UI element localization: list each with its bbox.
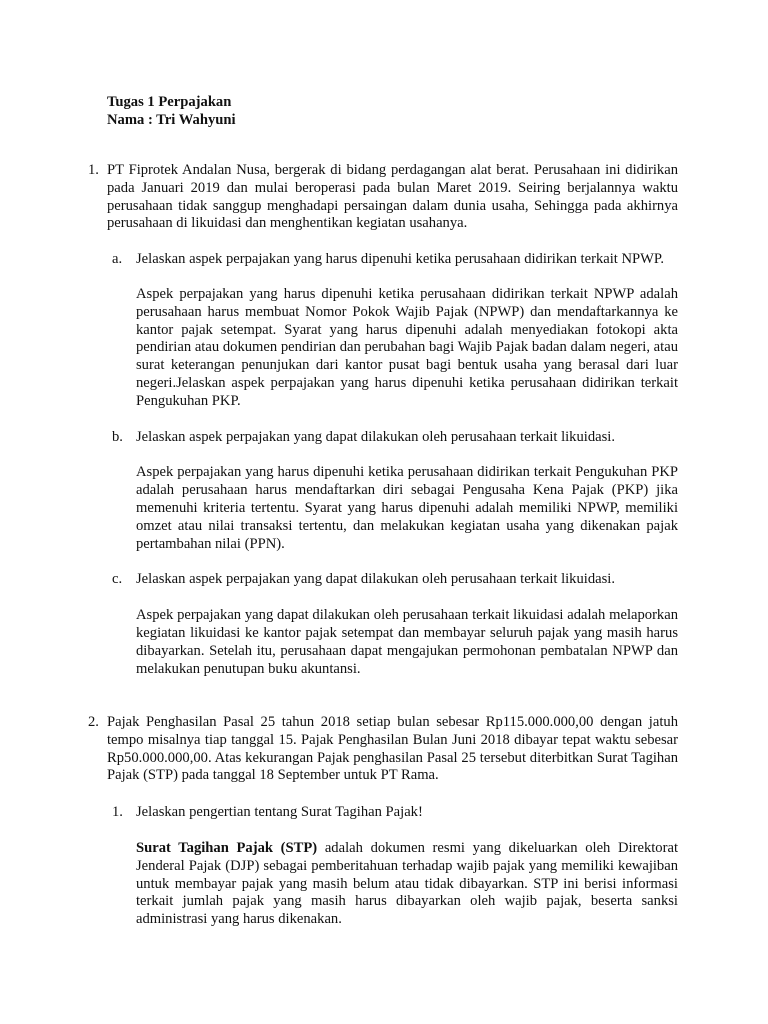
question-1c [0,571,768,589]
question-2-1 [0,804,768,822]
question-1c-text: Jelaskan aspek perpajakan yang dapat dilakukan oleh perusahaan terkait likuidasi. [136,571,615,588]
question-1b-text: Jelaskan aspek perpajakan yang dapat dilakukan oleh perusahaan terkait likuidasi. [136,428,615,445]
stp-term: Surat Tagihan Pajak (STP) [136,839,318,856]
answer-2-1 [136,840,678,929]
question-2-1-marker: 1. [112,804,123,821]
question-2-intro: Pajak Penghasilan Pasal 25 tahun 2018 setiap bulan sebesar Rp115.000.000,00 dengan jatuh tempo misalnya tiap tanggal 15. Pajak Penghasilan Bulan Juni 2018 dibayar tepat waktu sebesar Rp50.000.000,00. Atas kekurangan Pajak penghasilan Pasal 25 tersebut diterbitkan Surat Tagihan Pajak (STP) pada tanggal 18 September untuk PT Rama. [107,714,678,784]
question-1a [0,251,768,269]
assignment-title: Tugas 1 Perpajakan [107,94,232,110]
stp-definition: adalah dokumen resmi yang dikeluarkan oleh Direktorat Jenderal Pajak (DJP) sebagai pemberitahuan terhadap wajib pajak yang memiliki kewajiban untuk membayar pajak yang masih belum atau tidak dibayarkan. STP ini berisi informasi terkait jumlah pajak yang masih harus dibayarkan oleh wajib pajak, beserta sanksi administrasi yang harus dikenakan. [136,839,678,928]
question-2 [0,714,768,929]
question-1b [0,429,768,447]
answer-1b: Aspek perpajakan yang harus dipenuhi ketika perusahaan didirikan terkait Pengukuhan PKP adalah perusahaan harus mendaftarkan diri sebagai Pengusaha Kena Pajak (PKP) jika memenuhi kriteria tertentu. Syarat yang harus dipenuhi adalah memiliki NPWP, memiliki omzet atau nilai transaksi tertentu, dan melakukan kegiatan usaha yang dikenakan pajak pertambahan nilai (PPN). [136,464,678,552]
answer-1c: Aspek perpajakan yang dapat dilakukan oleh perusahaan terkait likuidasi adalah melaporkan kegiatan likuidasi ke kantor pajak setempat dan membayar seluruh pajak yang masih harus dibayarkan. Setelah itu, perusahaan dapat mengajukan permohonan pembatalan NPWP dan melakukan penutupan buku akuntansi. [136,607,678,677]
answer-1a: Aspek perpajakan yang harus dipenuhi ketika perusahaan didirikan terkait NPWP adalah perusahaan harus membuat Nomor Pokok Wajib Pajak (NPWP) dan mendaftarkannya ke kantor pajak setempat. Syarat yang harus dipenuhi adalah menyediakan fotokopi akta pendirian atau dokumen pendirian dan perubahan bagi Wajib Pajak badan dalam negeri, atau surat keterangan penunjukan dari kantor pusat bagi bentuk usaha yang berasal dari luar negeri.Jelaskan aspek perpajakan yang harus dipenuhi ketika perusahaan didirikan terkait Pengukuhan PKP. [136,285,678,409]
question-1c-marker: c. [112,571,123,588]
document-header [107,94,236,130]
question-2-number: 2. [88,714,99,730]
student-name: Nama : Tri Wahyuni [107,112,236,128]
question-1b-marker: b. [112,428,123,445]
question-1-intro: PT Fiprotek Andalan Nusa, bergerak di bidang perdagangan alat berat. Perusahaan ini didirikan pada Januari 2019 dan mulai beroperasi pada bulan Maret 2019. Seiring berjalannya waktu perusahaan tidak sanggup menghadapi persaingan dalam dunia usaha, Sehingga pada akhirnya perusahaan di likuidasi dan menghentikan kegiatan usahanya. [107,162,678,232]
question-2-1-text: Jelaskan pengertian tentang Surat Tagihan Pajak! [136,804,423,821]
question-1-number: 1. [88,162,99,178]
question-1 [0,162,768,678]
question-1a-marker: a. [112,251,123,268]
question-1a-text: Jelaskan aspek perpajakan yang harus dipenuhi ketika perusahaan didirikan terkait NPWP. [136,251,665,268]
